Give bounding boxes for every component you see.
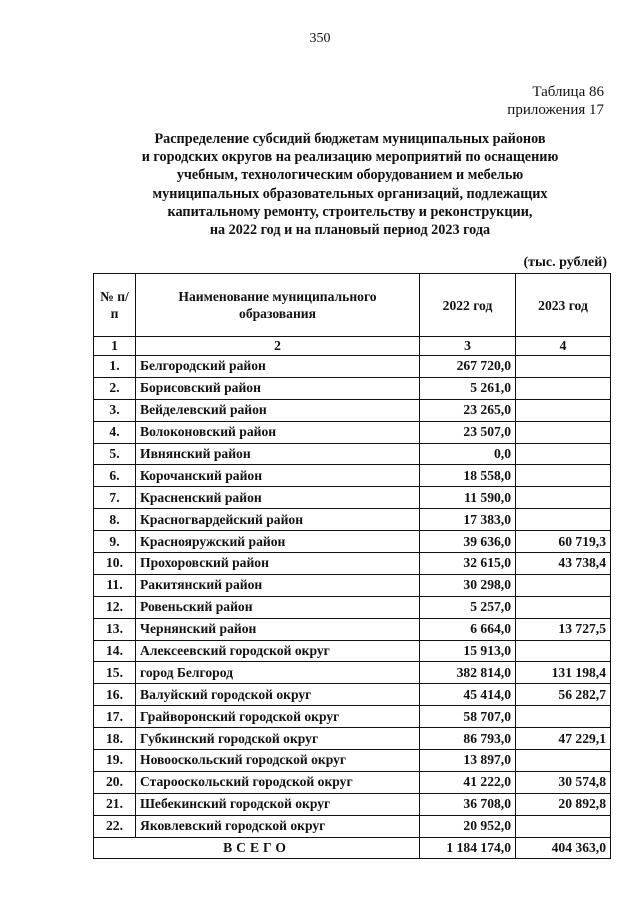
table-row (94, 793, 611, 815)
row-2022: 18 558,0 (420, 465, 516, 487)
row-name: Алексеевский городской округ (136, 640, 420, 662)
row-name: город Белгород (136, 662, 420, 684)
row-index: 22. (94, 815, 136, 837)
table-row (94, 618, 611, 640)
row-name: Красногвардейский район (136, 509, 420, 531)
row-2023 (516, 750, 611, 772)
row-2022: 6 664,0 (420, 618, 516, 640)
table-row (94, 377, 611, 399)
header-name: Наименование муниципального образования (136, 274, 420, 337)
row-2023 (516, 421, 611, 443)
table-row (94, 509, 611, 531)
row-index: 7. (94, 487, 136, 509)
row-2022: 5 257,0 (420, 596, 516, 618)
row-2022: 15 913,0 (420, 640, 516, 662)
row-2023 (516, 596, 611, 618)
units-label: (тыс. рублей) (523, 255, 607, 270)
column-number: 2 (136, 337, 420, 356)
row-index: 9. (94, 531, 136, 553)
row-name: Красненский район (136, 487, 420, 509)
row-name: Чернянский район (136, 618, 420, 640)
row-2022: 0,0 (420, 443, 516, 465)
row-name: Губкинский городской округ (136, 728, 420, 750)
row-2022: 13 897,0 (420, 750, 516, 772)
row-2023 (516, 487, 611, 509)
row-name: Шебекинский городской округ (136, 793, 420, 815)
row-2022: 32 615,0 (420, 553, 516, 575)
row-2023 (516, 640, 611, 662)
row-2022: 41 222,0 (420, 771, 516, 793)
row-index: 10. (94, 553, 136, 575)
row-index: 11. (94, 574, 136, 596)
row-2023 (516, 377, 611, 399)
row-2023: 131 198,4 (516, 662, 611, 684)
subsidy-table (93, 273, 611, 859)
row-2022: 20 952,0 (420, 815, 516, 837)
total-2022: 1 184 174,0 (420, 837, 516, 859)
row-2022: 36 708,0 (420, 793, 516, 815)
total-row (94, 837, 611, 859)
row-index: 15. (94, 662, 136, 684)
row-index: 4. (94, 421, 136, 443)
row-2022: 30 298,0 (420, 574, 516, 596)
page-number: 350 (309, 31, 331, 46)
document-title (95, 130, 605, 239)
table-row (94, 596, 611, 618)
row-name: Вейделевский район (136, 399, 420, 421)
table-row (94, 574, 611, 596)
table-row (94, 771, 611, 793)
row-2022: 11 590,0 (420, 487, 516, 509)
table-row (94, 750, 611, 772)
row-2022: 5 261,0 (420, 377, 516, 399)
row-index: 3. (94, 399, 136, 421)
row-index: 1. (94, 356, 136, 378)
row-2023 (516, 574, 611, 596)
column-number-row (94, 337, 611, 356)
row-2023 (516, 465, 611, 487)
row-2023: 56 282,7 (516, 684, 611, 706)
row-index: 12. (94, 596, 136, 618)
header-2022: 2022 год (420, 274, 516, 337)
table-body (94, 356, 611, 838)
total-2023: 404 363,0 (516, 837, 611, 859)
row-name: Ровеньский район (136, 596, 420, 618)
row-index: 17. (94, 706, 136, 728)
table-row (94, 356, 611, 378)
row-index: 21. (94, 793, 136, 815)
table-row (94, 421, 611, 443)
row-index: 5. (94, 443, 136, 465)
column-number: 1 (94, 337, 136, 356)
table-row (94, 465, 611, 487)
title-line: учебным, технологическим оборудованием и мебелью (176, 167, 524, 184)
header-2023: 2023 год (516, 274, 611, 337)
total-label: ВСЕГО (94, 837, 420, 859)
row-name: Белгородский район (136, 356, 420, 378)
row-2023 (516, 443, 611, 465)
row-2023 (516, 356, 611, 378)
column-number: 4 (516, 337, 611, 356)
row-2023: 47 229,1 (516, 728, 611, 750)
row-2023 (516, 706, 611, 728)
title-line: и городских округов на реализацию мероприятий по оснащению (141, 149, 559, 166)
row-index: 18. (94, 728, 136, 750)
table-row (94, 640, 611, 662)
table-header-row (94, 274, 611, 337)
table-row (94, 487, 611, 509)
row-2023 (516, 815, 611, 837)
row-name: Валуйский городской округ (136, 684, 420, 706)
row-index: 6. (94, 465, 136, 487)
table-row (94, 815, 611, 837)
table-row (94, 728, 611, 750)
row-2023: 20 892,8 (516, 793, 611, 815)
row-2022: 39 636,0 (420, 531, 516, 553)
table-reference-line2: приложения 17 (507, 102, 604, 118)
row-name: Новооскольский городской округ (136, 750, 420, 772)
title-line: на 2022 год и на плановый период 2023 года (209, 222, 491, 239)
table-row (94, 443, 611, 465)
title-line: муниципальных образовательных организаций, подлежащих (152, 185, 548, 202)
row-name: Волоконовский район (136, 421, 420, 443)
row-index: 20. (94, 771, 136, 793)
row-2022: 382 814,0 (420, 662, 516, 684)
row-name: Борисовский район (136, 377, 420, 399)
row-name: Корочанский район (136, 465, 420, 487)
row-2023 (516, 509, 611, 531)
row-2022: 267 720,0 (420, 356, 516, 378)
row-2022: 23 265,0 (420, 399, 516, 421)
row-name: Старооскольский городской округ (136, 771, 420, 793)
table-reference-line1: Таблица 86 (532, 84, 604, 100)
row-index: 2. (94, 377, 136, 399)
header-index: № п/п (94, 274, 136, 337)
title-line: капитальному ремонту, строительству и реконструкции, (167, 203, 533, 220)
row-2022: 45 414,0 (420, 684, 516, 706)
column-number: 3 (420, 337, 516, 356)
table-row (94, 531, 611, 553)
row-name: Ракитянский район (136, 574, 420, 596)
table-row (94, 684, 611, 706)
row-2022: 23 507,0 (420, 421, 516, 443)
row-2022: 17 383,0 (420, 509, 516, 531)
row-name: Прохоровский район (136, 553, 420, 575)
row-name: Ивнянский район (136, 443, 420, 465)
row-index: 16. (94, 684, 136, 706)
row-2022: 58 707,0 (420, 706, 516, 728)
table-row (94, 662, 611, 684)
row-2023: 30 574,8 (516, 771, 611, 793)
title-line: Распределение субсидий бюджетам муниципальных районов (154, 131, 546, 147)
table-reference (507, 83, 604, 119)
row-index: 13. (94, 618, 136, 640)
row-name: Яковлевский городской округ (136, 815, 420, 837)
row-2023: 60 719,3 (516, 531, 611, 553)
row-2023: 43 738,4 (516, 553, 611, 575)
row-name: Грайворонский городской округ (136, 706, 420, 728)
row-2022: 86 793,0 (420, 728, 516, 750)
row-2023 (516, 399, 611, 421)
row-index: 8. (94, 509, 136, 531)
row-index: 14. (94, 640, 136, 662)
table-row (94, 706, 611, 728)
row-index: 19. (94, 750, 136, 772)
row-name: Краснояружский район (136, 531, 420, 553)
table-row (94, 399, 611, 421)
row-2023: 13 727,5 (516, 618, 611, 640)
table-row (94, 553, 611, 575)
